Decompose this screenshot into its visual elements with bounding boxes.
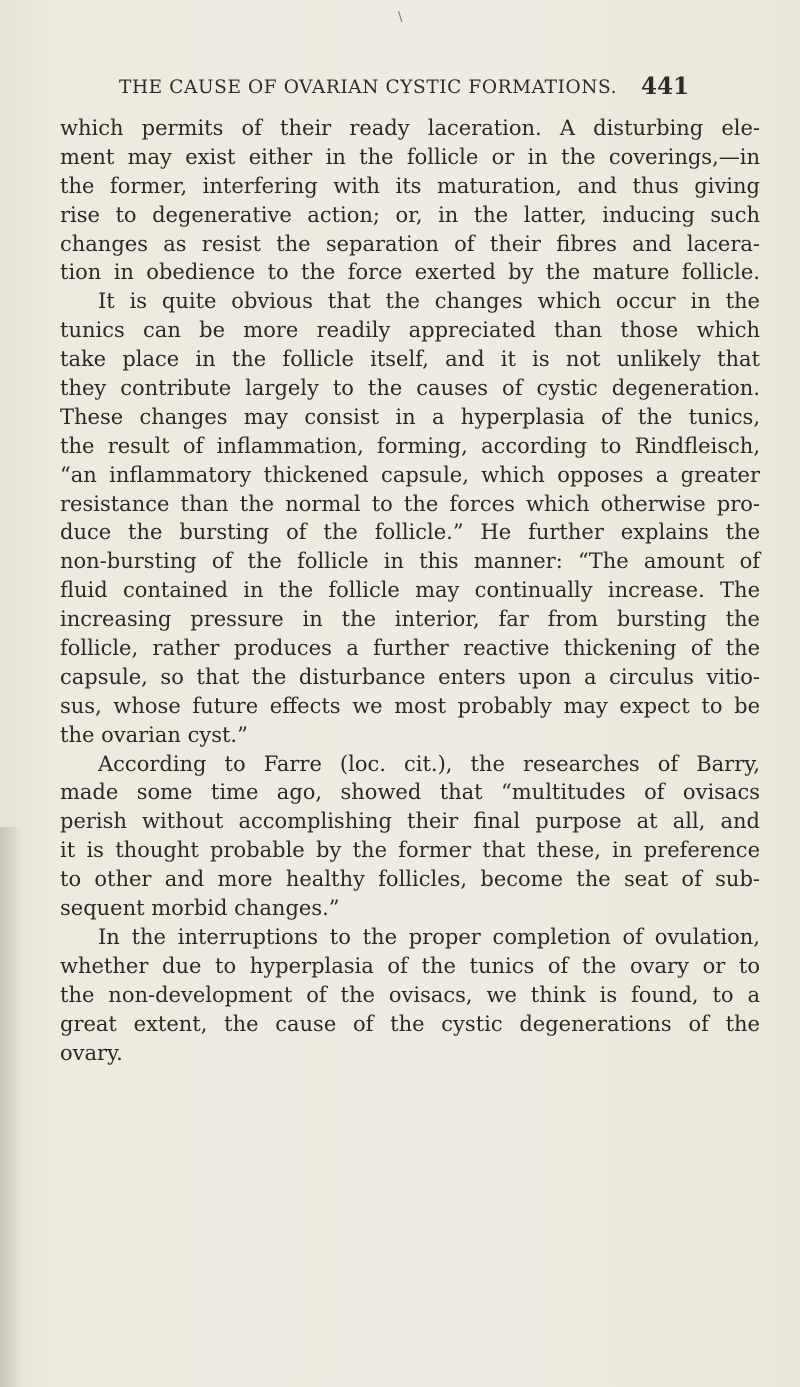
body-text [60,114,760,1067]
text-line: great extent, the cause of the cystic degenerations of the [60,1011,760,1036]
text-line: changes as resist the separation of their fibres and lacera- [60,231,760,256]
text-line: increasing pressure in the interior, far from bursting the [60,607,760,632]
text-line: capsule, so that the disturbance enters upon a circulus vitio- [60,664,760,689]
text-line: the non-development of the ovisacs, we think is found, to a [60,982,760,1007]
text-line: sequent morbid changes.” [60,896,340,921]
page-mark: \ [398,10,403,25]
text-line: ment may exist either in the follicle or in the coverings,—in [60,144,760,169]
text-line: they contribute largely to the causes of cystic degeneration. [60,376,760,401]
text-line: According to Farre (loc. cit.), the researches of Barry, [98,751,760,776]
text-line: sus, whose future effects we most probably may expect to be [60,693,760,718]
text-line: tion in obedience to the force exerted by the mature follicle. [60,260,760,285]
text-line: the result of inflammation, forming, according to Rindfleisch, [60,433,760,458]
text-line: resistance than the normal to the forces which otherwise pro- [60,491,760,516]
text-line: It is quite obvious that the changes which occur in the [98,289,760,314]
running-head: THE CAUSE OF OVARIAN CYSTIC FORMATIONS. [119,77,618,98]
text-line: tunics can be more readily appreciated than those which [60,318,760,343]
text-line: to other and more healthy follicles, become the seat of sub- [60,867,760,892]
text-line: perish without accomplishing their final purpose at all, and [60,809,760,834]
text-line: rise to degenerative action; or, in the latter, inducing such [60,202,760,227]
text-line: “an inflammatory thickened capsule, which opposes a greater [60,462,760,487]
text-line: whether due to hyperplasia of the tunics of the ovary or to [60,953,760,978]
text-line: follicle, rather produces a further reactive thickening of the [60,636,760,661]
text-line: take place in the follicle itself, and it is not unlikely that [60,347,760,372]
text-line: made some time ago, showed that “multitudes of ovisacs [60,780,760,805]
text-line: the ovarian cyst.” [60,722,248,747]
text-line: These changes may consist in a hyperplasia of the tunics, [60,404,760,429]
text-line: ovary. [60,1040,123,1065]
page-number: 441 [641,73,690,100]
text-line: the former, interfering with its maturation, and thus giving [60,173,760,198]
text-line: In the interruptions to the proper completion of ovulation, [98,924,760,949]
text-line: non-bursting of the follicle in this manner: “The amount of [60,549,760,574]
page-edge-shadow [0,827,22,1387]
text-line: which permits of their ready laceration. A disturbing ele- [60,116,760,140]
text-line: duce the bursting of the follicle.” He further explains the [60,520,760,545]
text-line: it is thought probable by the former that these, in preference [60,838,760,863]
text-line: fluid contained in the follicle may continually increase. The [60,578,760,603]
